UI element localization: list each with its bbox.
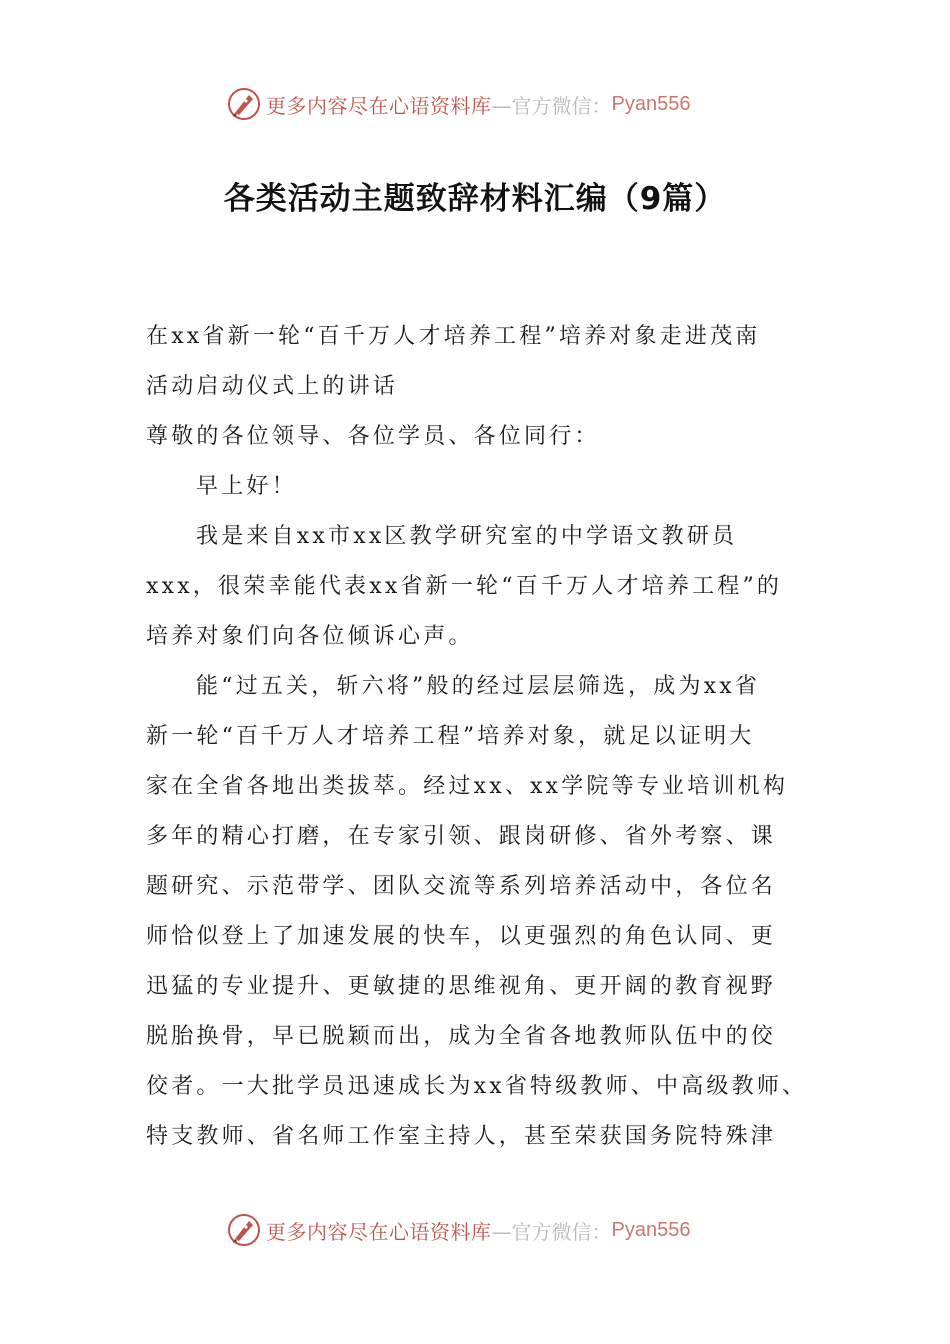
banner-wechat-id: Pyan556 [611,1218,691,1241]
paragraph-line: 多年的精心打磨，在专家引领、跟岗研修、省外考察、课 [146,824,777,849]
paragraph-line: 佼者。一大批学员迅速成长为xx省特级教师、中高级教师、 [146,1074,808,1099]
paragraph-line: 脱胎换骨，早已脱颖而出，成为全省各地教师队伍中的佼 [146,1024,777,1049]
greeting: 早上好！ [196,474,297,499]
paragraph-line: 我是来自xx市xx区教学研究室的中学语文教研员 [196,524,738,549]
banner-text: 更多内容尽在心语资料库 [266,1219,492,1244]
document-title: 各类活动主题致辞材料汇编（9篇） [223,181,727,217]
paragraph-line: 迅猛的专业提升、更敏捷的思维视角、更开阔的教育视野 [146,974,777,999]
salutation: 尊敬的各位领导、各位学员、各位同行： [146,424,600,449]
banner-suffix: —官方微信： [491,1219,612,1244]
paragraph-line: xxx，很荣幸能代表xx省新一轮“百千万人才培养工程”的 [146,574,783,599]
banner-wechat-id: Pyan556 [611,92,691,115]
paragraph-line: 能“过五关，斩六将”般的经过层层筛选，成为xx省 [196,674,761,699]
paragraph-line: 题研究、示范带学、团队交流等系列培养活动中，各位名 [146,874,777,899]
banner-text: 更多内容尽在心语资料库 [266,93,492,118]
footer-banner [226,1210,690,1250]
document-body [146,312,818,1162]
speech-title-line-1: 在xx省新一轮“百千万人才培养工程”培养对象走进茂南 [146,324,761,349]
paragraph-line: 特支教师、省名师工作室主持人，甚至荣获国务院特殊津 [146,1124,777,1149]
paragraph-line: 新一轮“百千万人才培养工程”培养对象，就足以证明大 [146,724,755,749]
paragraph-line: 师恰似登上了加速发展的快车，以更强烈的角色认同、更 [146,924,777,949]
speech-title-line-2: 活动启动仪式上的讲话 [146,374,399,399]
banner-suffix: —官方微信： [491,93,612,118]
header-banner [226,84,690,124]
pen-nib-logo-icon [226,1212,262,1248]
paragraph-line: 培养对象们向各位倾诉心声。 [146,624,474,649]
paragraph-line: 家在全省各地出类拔萃。经过xx、xx学院等专业培训机构 [146,774,789,799]
pen-nib-logo-icon [226,86,262,122]
